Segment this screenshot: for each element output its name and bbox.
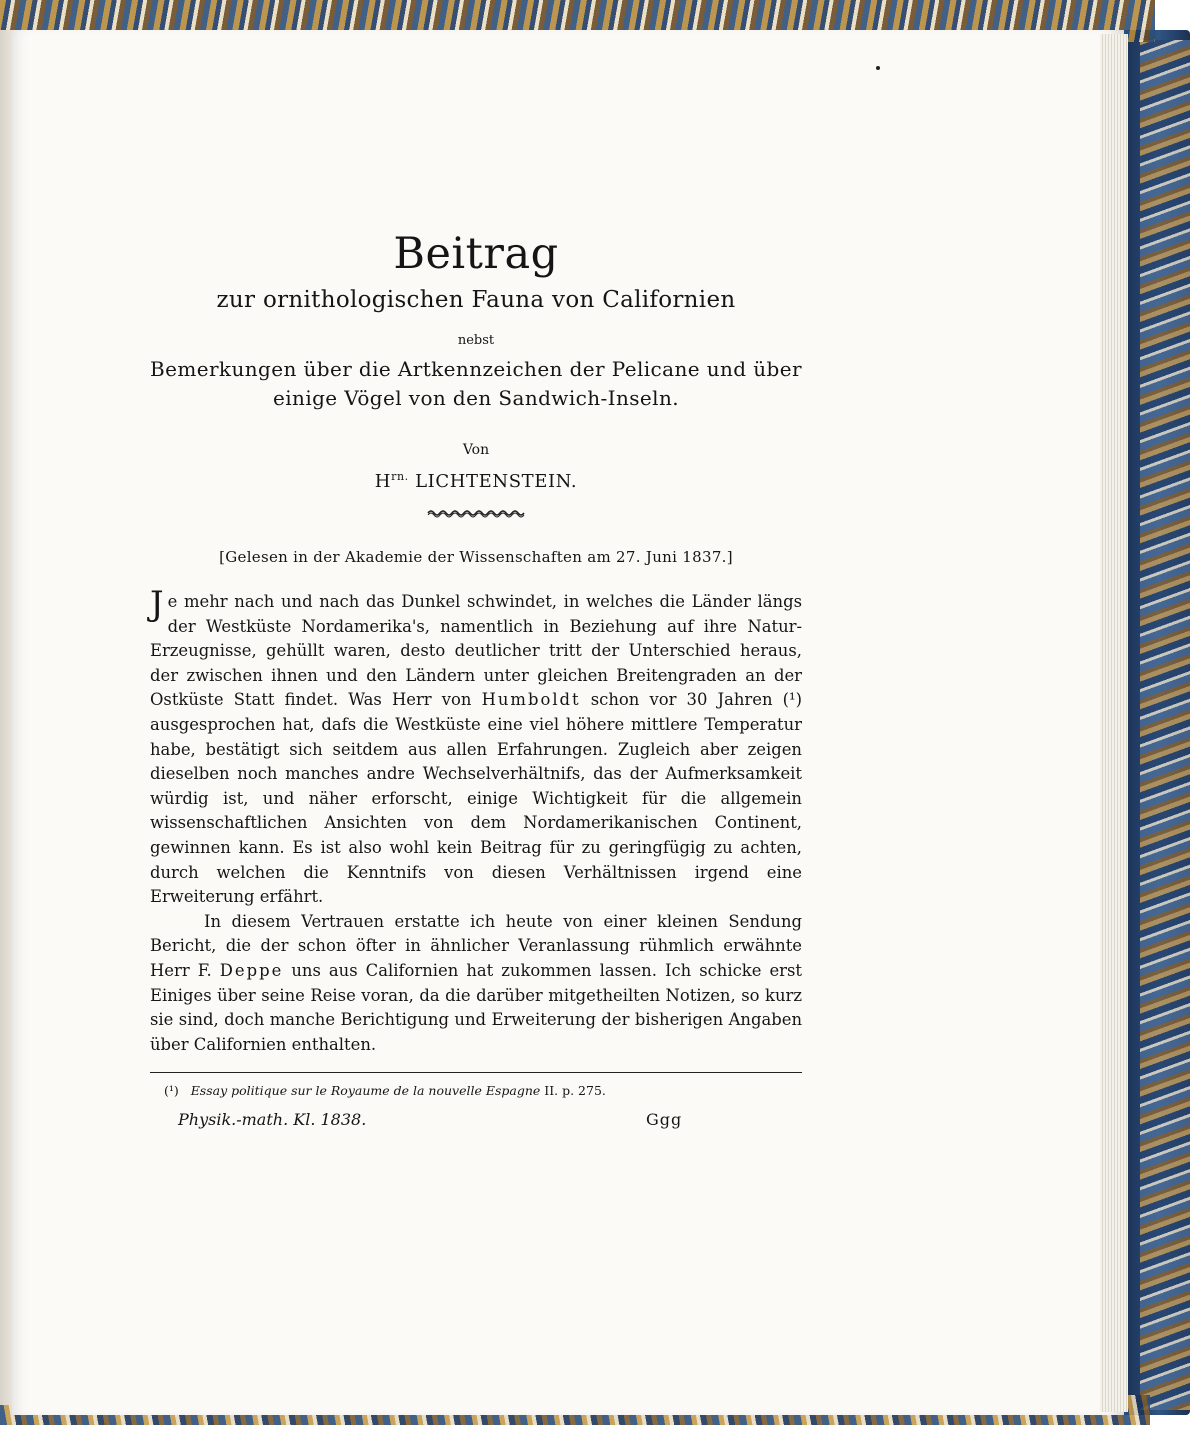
paragraph-1-part-a: e mehr nach und nach das Dunkel schwindet, in welches die Länder längs der Westküste Nordamerika's, namentlich in Beziehung auf ihre Natur-Erzeugnisse, gehüllt waren, desto deutlicher tritt der Unterschied heraus, der zwischen ihnen und den Ländern unter gleichen Breitengraden an der Ostküste Statt findet. Was Herr von: [150, 592, 802, 710]
author-prefix: H: [374, 471, 392, 492]
name-deppe: Deppe: [219, 960, 284, 980]
author-sup: rn.: [391, 470, 409, 483]
page-subtitle: zur ornithologischen Fauna von Californien: [216, 287, 736, 313]
ink-speck: [876, 66, 880, 70]
page-subtitle-secondary: [150, 355, 802, 413]
paragraph-2: [150, 910, 802, 1058]
footnote-text: Essay politique sur le Royaume de la nouvelle Espagne: [190, 1083, 541, 1098]
footnote-ref: II. p. 275.: [544, 1083, 606, 1098]
footnote: [164, 1082, 784, 1100]
paragraph-1-part-b: schon vor 30 Jahren (¹) ausgesprochen hat, dafs die Westküste eine viel höhere mittlere Temperatur habe, bestätigt sich seitdem aus allen Erfahrungen. Zugleich aber zeigen dieselben noch manches andre Wechselverhältnifs, das der Aufmerksamkeit würdig ist, und näher erforscht, einige Wichtigkeit für die allgemein wissenschaftlichen Ansichten von dem Nordamerikanischen Continent, gewinnen kann. Es ist also wohl kein Beitrag für zu geringfügig zu achten, durch welchen die Kenntnifs von diesen Verhältnissen irgend eine Erweiterung erfährt.: [150, 690, 802, 907]
paragraph-2-part-a: In diesem Vertrauen erstatte ich heute von einer kleinen Sendung Bericht, die der schon öfter in ähnlicher Veranlassung rühmlich erwähnte Herr F.: [150, 911, 802, 980]
footnote-rule: [150, 1072, 802, 1073]
subtitle2-line1: Bemerkungen über die Artkennzeichen der Pelicane und über: [150, 357, 802, 381]
nebst-label: nebst: [457, 333, 495, 348]
footnote-mark: (¹): [164, 1083, 179, 1098]
page-fore-edge: [1100, 34, 1128, 1412]
subtitle2-line2: einige Vögel von den Sandwich-Inseln.: [273, 386, 679, 410]
marbled-edge-right: [1140, 40, 1190, 1410]
footer-signature-left: Physik.-math. Kl. 1838.: [178, 1110, 367, 1129]
author-line: [150, 464, 802, 495]
reading-note: [Gelesen in der Akademie der Wissenschaften am 27. Juni 1837.]: [219, 548, 733, 566]
page-title: Beitrag: [393, 229, 559, 279]
name-humboldt: Humboldt: [481, 690, 581, 710]
author-name: LICHTENSTEIN.: [415, 471, 578, 492]
body-text: [150, 584, 802, 1057]
footer-signature-right: Ggg: [646, 1110, 683, 1129]
drop-cap: J: [150, 584, 164, 624]
paragraph-1: [150, 584, 802, 910]
paragraph-2-part-b: uns aus Californien hat zukommen lassen. Ich schicke erst Einiges über seine Reise voran, da die darüber mitgetheilten Notizen, so kurz sie sind, doch manche Berichtigung und Erweiterung der bisherigen Angaben über Californien enthalten.: [150, 960, 802, 1054]
ornament-divider: [426, 508, 526, 518]
von-label: Von: [462, 442, 490, 458]
